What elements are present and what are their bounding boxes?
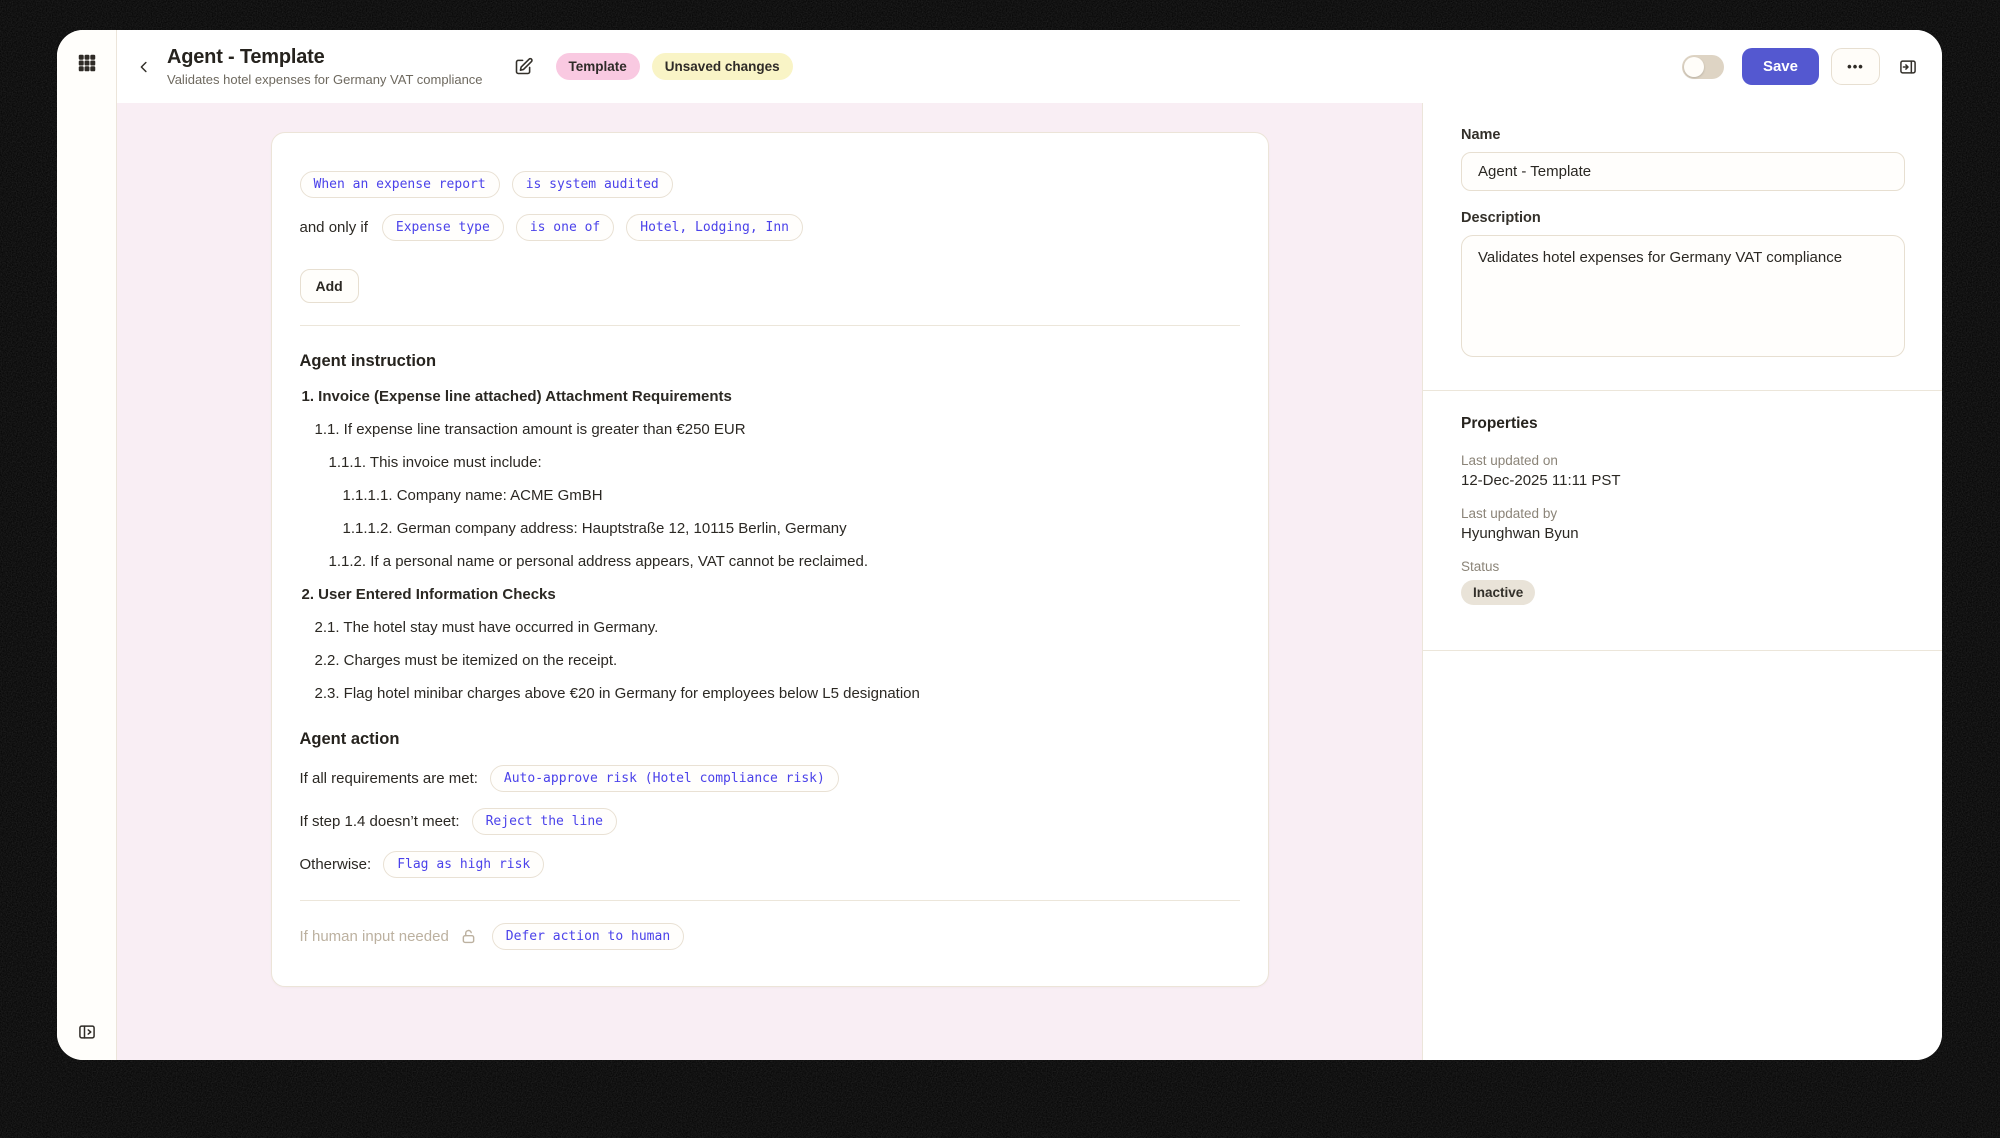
status-label: Status [1461,559,1500,574]
more-button[interactable] [1831,48,1880,85]
filter-operator-pill[interactable]: is one of [516,214,614,241]
action-row [300,765,1240,792]
instruction-item: 2.2. Charges must be itemized on the receipt. [314,652,618,669]
action-heading: Agent action [299,730,400,748]
app-grid-icon[interactable] [76,52,98,74]
filter-row [300,214,1240,241]
description-input[interactable] [1461,235,1905,357]
name-label: Name [1461,127,1501,143]
edit-pencil-icon [513,56,534,77]
action-label: If all requirements are met: [299,770,478,787]
filter-values-pill[interactable]: Hotel, Lodging, Inn [626,214,803,241]
trigger-condition-pill[interactable]: is system audited [512,171,673,198]
trigger-row [300,171,1240,198]
instruction-heading: Agent instruction [299,352,437,370]
card-divider [300,325,1240,326]
back-button[interactable] [131,54,157,80]
save-button[interactable]: Save [1742,48,1819,85]
header [117,30,1942,103]
filter-field-pill[interactable]: Expense type [382,214,504,241]
name-input[interactable] [1461,152,1905,191]
instruction-item: 1.1.1. This invoice must include: [328,454,542,471]
canvas-area [117,103,1422,1060]
app-window [57,30,1942,1060]
filter-prefix-label: and only if [299,219,368,236]
card-divider [300,900,1240,901]
instruction-item: 2.3. Flag hotel minibar charges above €20 in Germany for employees below L5 designation [314,685,920,702]
page-subtitle: Validates hotel expenses for Germany VAT compliance [167,72,483,87]
fallback-row [300,923,1240,950]
action-label: Otherwise: [299,856,372,873]
title-block [167,46,483,87]
lock-icon [459,927,478,946]
action-pill[interactable]: Auto-approve risk (Hotel compliance risk) [490,765,839,792]
left-rail [57,30,117,1060]
collapse-panel-button[interactable] [1894,53,1922,81]
properties-section [1423,391,1942,650]
property-label: Last updated on [1461,453,1558,468]
unsaved-changes-badge: Unsaved changes [652,53,793,80]
property-field [1461,506,1904,542]
trigger-pill[interactable]: When an expense report [300,171,500,198]
action-label: If step 1.4 doesn’t meet: [299,813,460,830]
ellipsis-icon: ••• [1847,59,1864,74]
status-badge: Inactive [1461,580,1535,605]
edit-button[interactable] [509,52,538,81]
toggle-knob [1684,57,1704,77]
instruction-item: 1. Invoice (Expense line attached) Attachment Requirements [301,388,732,405]
instruction-item: 2. User Entered Information Checks [301,586,556,603]
fallback-label: If human input needed [299,928,449,945]
property-value: 12-Dec-2025 11:11 PST [1461,472,1621,489]
instruction-item: 1.1.1.1. Company name: ACME GmBH [342,487,603,504]
add-condition-button[interactable]: Add [300,269,359,303]
action-row [300,808,1240,835]
action-row [300,851,1240,878]
action-pill[interactable]: Flag as high risk [383,851,544,878]
properties-heading: Properties [1461,415,1538,432]
property-value: Hyunghwan Byun [1461,525,1579,542]
fallback-pill[interactable]: Defer action to human [492,923,684,950]
details-sidebar [1422,103,1942,1060]
instruction-item: 1.1. If expense line transaction amount is greater than €250 EUR [314,421,746,438]
expand-sidebar-icon[interactable] [77,1022,97,1042]
sidebar-divider [1423,650,1942,651]
action-pill[interactable]: Reject the line [472,808,617,835]
chevron-left-icon [135,58,153,76]
instruction-item: 1.1.2. If a personal name or personal address appears, VAT cannot be reclaimed. [328,553,868,570]
instruction-item: 2.1. The hotel stay must have occurred in Germany. [314,619,659,636]
instruction-list [300,387,1240,704]
open-panel-right-icon [1898,57,1918,77]
identity-section [1423,103,1942,390]
property-label: Last updated by [1461,506,1558,521]
property-field [1461,453,1904,489]
agent-card [271,132,1269,987]
active-toggle[interactable] [1682,55,1724,79]
description-label: Description [1461,210,1541,226]
status-field [1461,559,1904,605]
instruction-item: 1.1.1.2. German company address: Hauptstraße 12, 10115 Berlin, Germany [342,520,847,537]
page-title: Agent - Template [167,46,325,68]
template-badge: Template [556,53,640,80]
